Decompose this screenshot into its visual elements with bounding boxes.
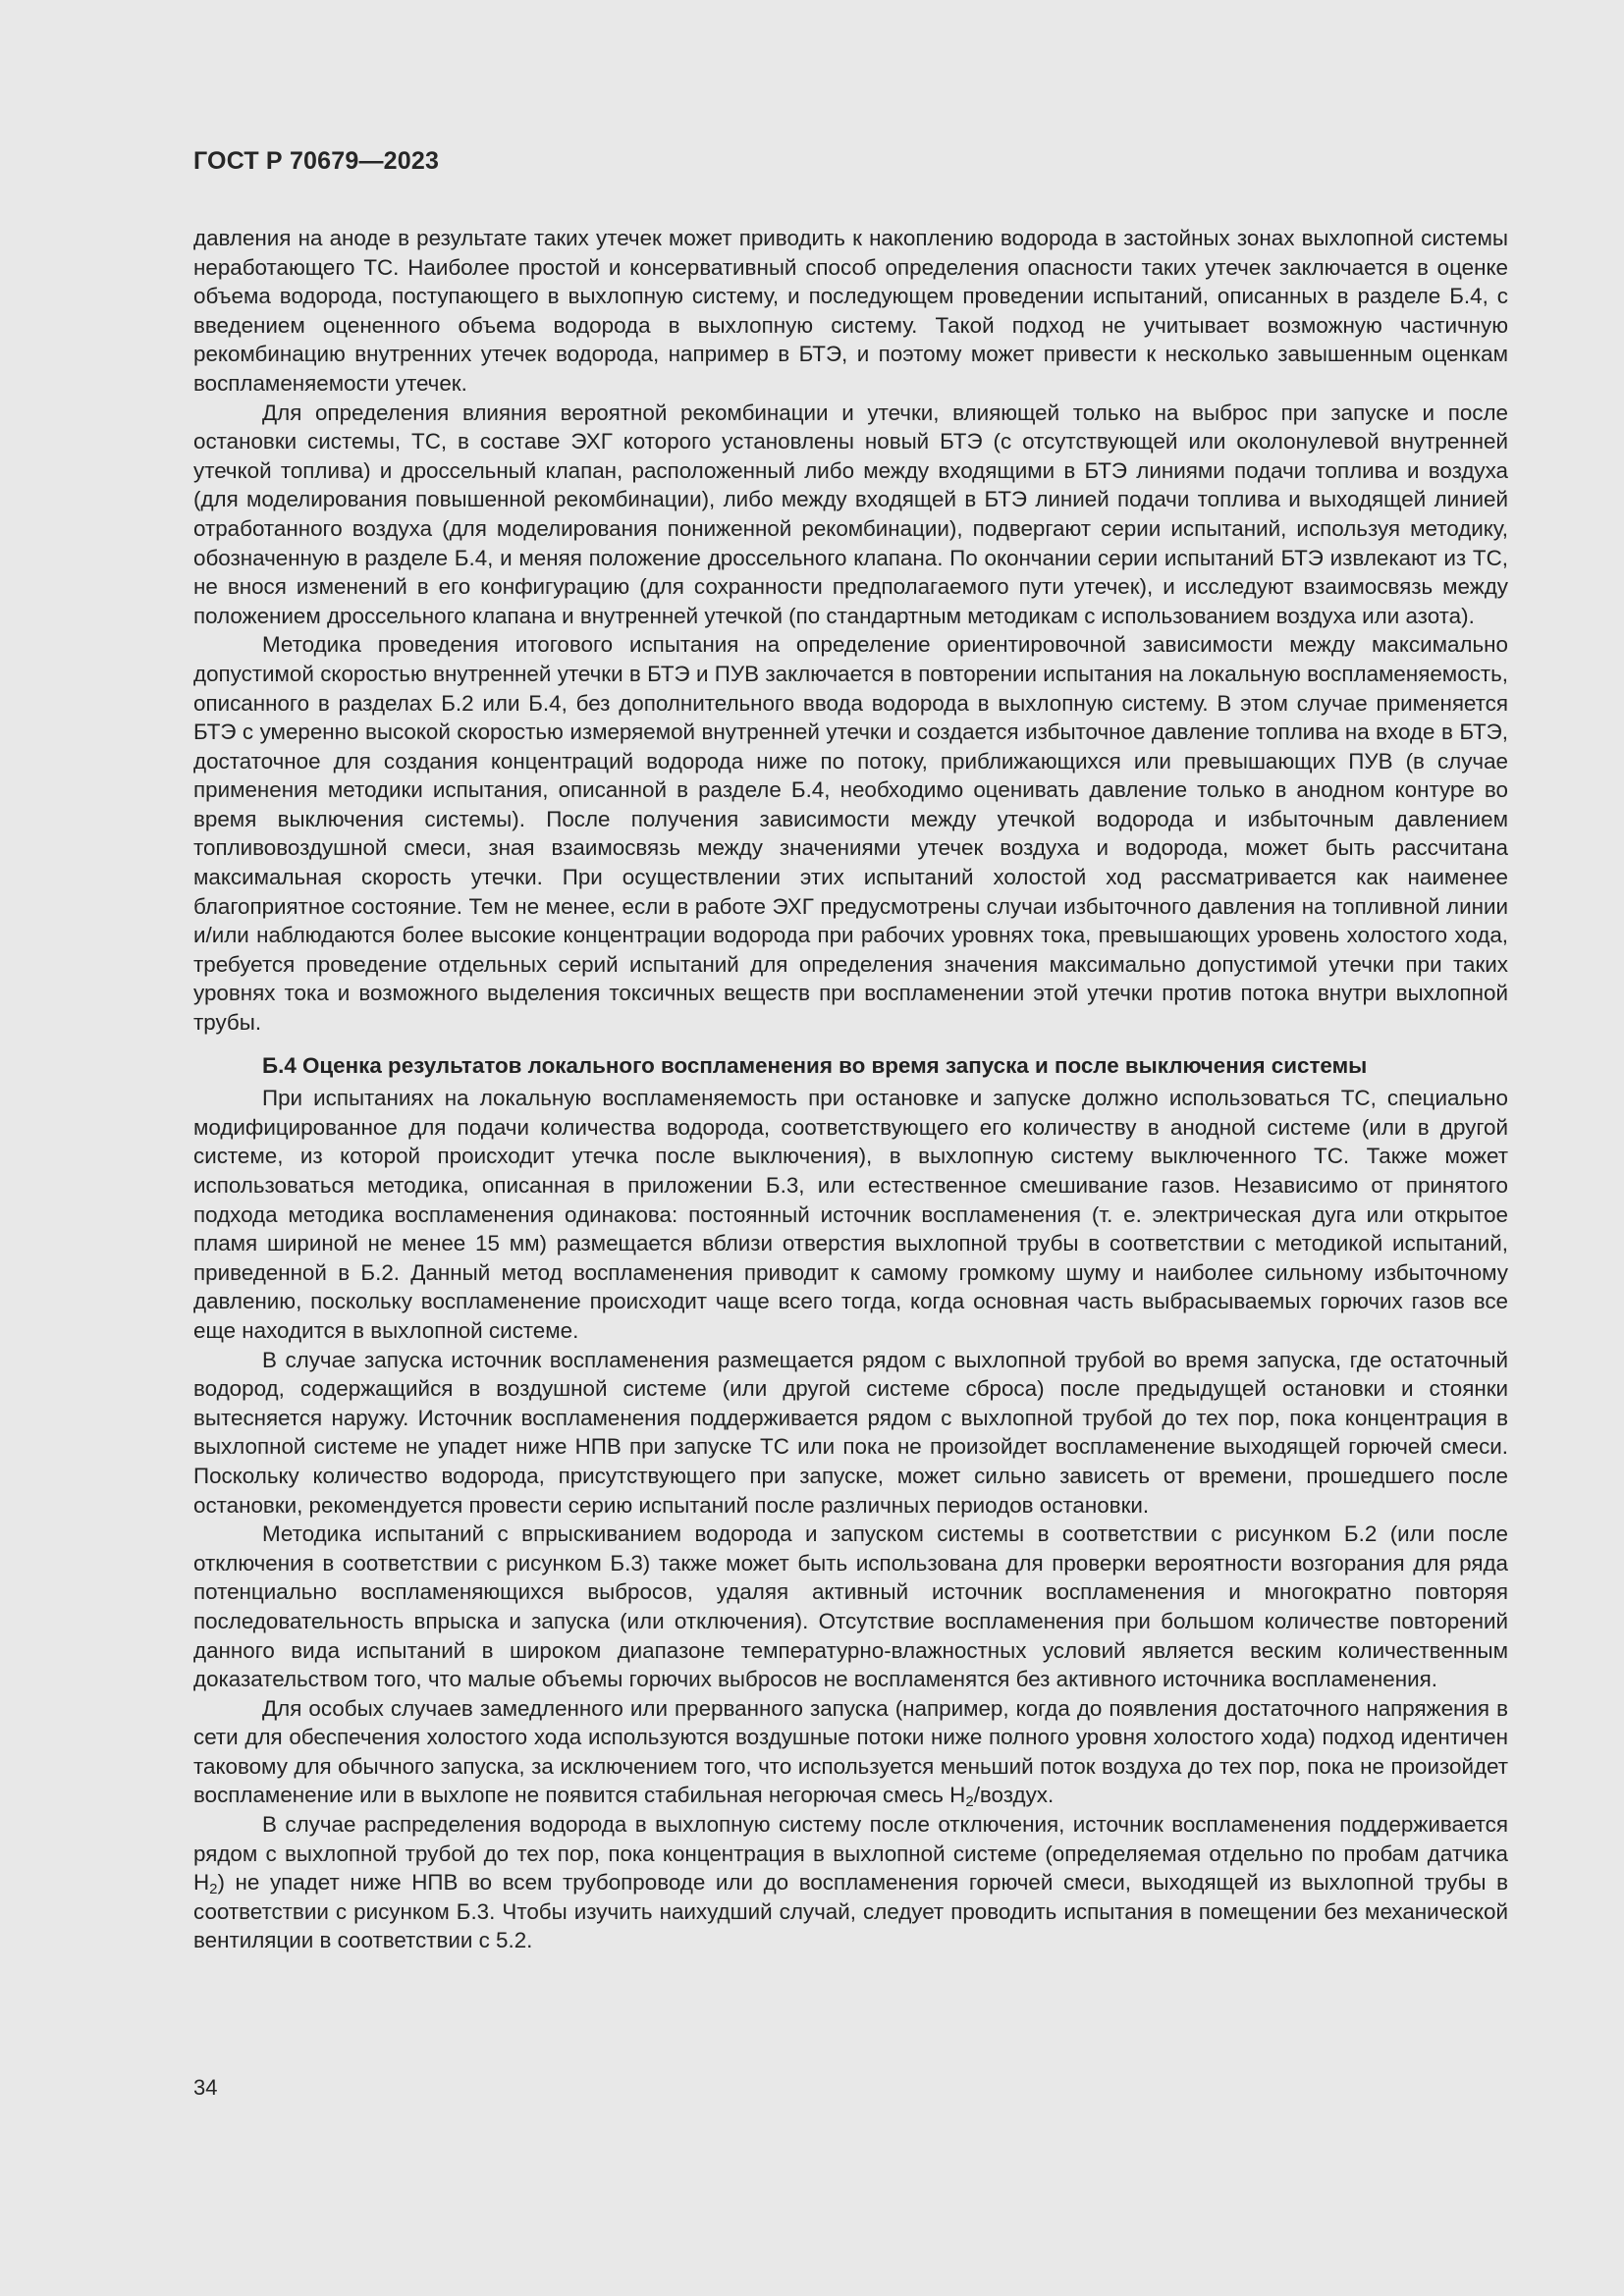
standard-header: ГОСТ Р 70679—2023 bbox=[193, 147, 440, 175]
text-run: /воздух. bbox=[973, 1783, 1055, 1808]
text-run: В случае распределения водорода в выхлопную систему после отключения, источник воспламенения поддерживается рядом с выхлопной трубой до тех пор, пока концентрация в выхлопной системе (определяемая отдельно по пробам датчика H bbox=[193, 1812, 1508, 1896]
paragraph-recombination: Для определения влияния вероятной рекомбинации и утечки, влияющей только на выброс при запуске и после остановки системы, ТС, в составе ЭХГ которого установлены новый БТЭ (с отсутствующей или околонулевой внутренней утечкой топлива) и дроссельный клапан, расположенный либо между входящими в БТЭ линиями подачи топлива и воздуха (для моделирования повышенной рекомбинации), либо между входящей в БТЭ линией подачи топлива и выходящей линией отработанного воздуха (для моделирования пониженной рекомбинации), подвергают серии испытаний, используя методику, обозначенную в разделе Б.4, и меняя положение дроссельного клапана. По окончании серии испытаний БТЭ извлекают из ТС, не внося изменений в его конфигурацию (для сохранности предполагаемого пути утечек), и исследуют взаимосвязь между положением дроссельного клапана и внутренней утечкой (по стандартным методикам с использованием воздуха или азота). bbox=[193, 400, 1508, 628]
paragraph-shutdown bbox=[193, 1810, 1508, 1955]
paragraph-continued: давления на аноде в результате таких утечек может приводить к накоплению водорода в застойных зонах выхлопной системы неработающего ТС. Наиболее простой и консервативный способ определения опасности таких утечек заключается в оценке объема водорода, поступающего в выхлопную систему, и последующем проведении испытаний, описанных в разделе Б.4, с введением оцененного объема водорода в выхлопную систему. Такой подход не учитывает возможную частичную рекомбинацию внутренних утечек водорода, например в БТЭ, и поэтому может привести к несколько завышенным оценкам воспламеняемости утечек. bbox=[193, 226, 1508, 396]
paragraph-delayed-start bbox=[193, 1694, 1508, 1810]
text-run: Для особых случаев замедленного или прерванного запуска (например, когда до появления достаточного напряжения в сети для обеспечения холостого хода используются воздушные потоки ниже полного уровня холостого хода) подход идентичен таковому для обычного запуска, за исключением того, что используется меньший поток воздуха до тех пор, пока не произойдет воспламенение или в выхлопе не появится стабильная негорючая смесь H bbox=[193, 1695, 1508, 1808]
subscript-2: 2 bbox=[965, 1793, 974, 1811]
text-run: ) не упадет ниже НПВ во всем трубопроводе или до воспламенения горючей смеси, выходящей из выхлопной трубы в соответствии с рисунком Б.3. Чтобы изучить наихудший случай, следует проводить испытания в помещении без механической вентиляции в соответствии с 5.2. bbox=[193, 1870, 1508, 1953]
paragraph-final-test: Методика проведения итогового испытания на определение ориентировочной зависимости между максимально допустимой скоростью внутренней утечки в БТЭ и ПУВ заключается в повторении испытания на локальную воспламеняемость, описанного в разделах Б.2 или Б.4, без дополнительного ввода водорода в выхлопную систему. В этом случае применяется БТЭ с умеренно высокой скоростью измеряемой внутренней утечки и создается избыточное давление топлива на входе в БТЭ, достаточное для создания концентраций водорода ниже по потоку, приближающихся или превышающих ПУВ (в случае применения методики испытания, описанной в разделе Б.4, необходимо оценивать давление только в анодном контуре во время выключения системы). После получения зависимости между утечкой водорода и избыточным давлением топливовоздушной смеси, зная взаимосвязь между значениями утечек воздуха и водорода, может быть рассчитана максимальная скорость утечки. При осуществлении этих испытаний холостой ход рассматривается как наименее благоприятное состояние. Тем не менее, если в работе ЭХГ предусмотрены случаи избыточного давления на топливной линии и/или наблюдаются более высокие концентрации водорода при рабочих уровнях тока, превышающих уровень холостого хода, требуется проведение отдельных серий испытаний для определения значения максимально допустимой утечки при таких уровнях тока и возможного выделения токсичных веществ при воспламенении этой утечки против потока внутри выхлопной трубы. bbox=[193, 632, 1508, 1036]
subscript-2: 2 bbox=[209, 1881, 218, 1898]
paragraph-local-ignition: При испытаниях на локальную воспламеняемость при остановке и запуске должно использоваться ТС, специально модифицированное для подачи количества водорода, соответствующего его количеству в анодной системе (или в другой системе, из которой происходит утечка после выключения), в выхлопную систему выключенного ТС. Также может использоваться методика, описанная в приложении Б.3, или естественное смешивание газов. Независимо от принятого подхода методика воспламенения одинакова: постоянный источник воспламенения (т. е. электрическая дуга или открытое пламя шириной не менее 15 мм) размещается вблизи отверстия выхлопной трубы в соответствии с методикой испытаний, приведенной в Б.2. Данный метод воспламенения приводит к самому громкому шуму и наиболее сильному избыточному давлению, поскольку воспламенение происходит чаще всего тогда, когда основная часть выбрасываемых горючих газов все еще находится в выхлопной системе. bbox=[193, 1086, 1508, 1343]
paragraph-startup: В случае запуска источник воспламенения размещается рядом с выхлопной трубой во время запуска, где остаточный водород, содержащийся в воздушной системе (или другой системе сброса) после предыдущей остановки и стоянки вытесняется наружу. Источник воспламенения поддерживается рядом с выхлопной трубой до тех пор, пока концентрация в выхлопной системе не упадет ниже НПВ при запуске ТС или пока не произойдет воспламенение выходящей горючей смеси. Поскольку количество водорода, присутствующего при запуске, может сильно зависеть от времени, прошедшего после остановки, рекомендуется провести серию испытаний после различных периодов остановки. bbox=[193, 1347, 1508, 1518]
document-body bbox=[193, 224, 1508, 1955]
section-heading-b4: Б.4 Оценка результатов локального воспламенения во время запуска и после выключения системы bbox=[262, 1052, 1368, 1078]
page-number: 34 bbox=[193, 2075, 218, 2100]
paragraph-injection-method: Методика испытаний с впрыскиванием водорода и запуском системы в соответствии с рисунком Б.2 (или после отключения в соответствии с рисунком Б.3) также может быть использована для проверки вероятности возгорания для ряда потенциально воспламеняющихся выбросов, удаляя активный источник воспламенения и многократно повторяя последовательность впрыска и запуска (или отключения). Отсутствие воспламенения при большом количестве повторений данного вида испытаний в широком диапазоне температурно-влажностных условий является веским количественным доказательством того, что малые объемы горючих выбросов не воспламенятся без активного источника воспламенения. bbox=[193, 1522, 1508, 1692]
